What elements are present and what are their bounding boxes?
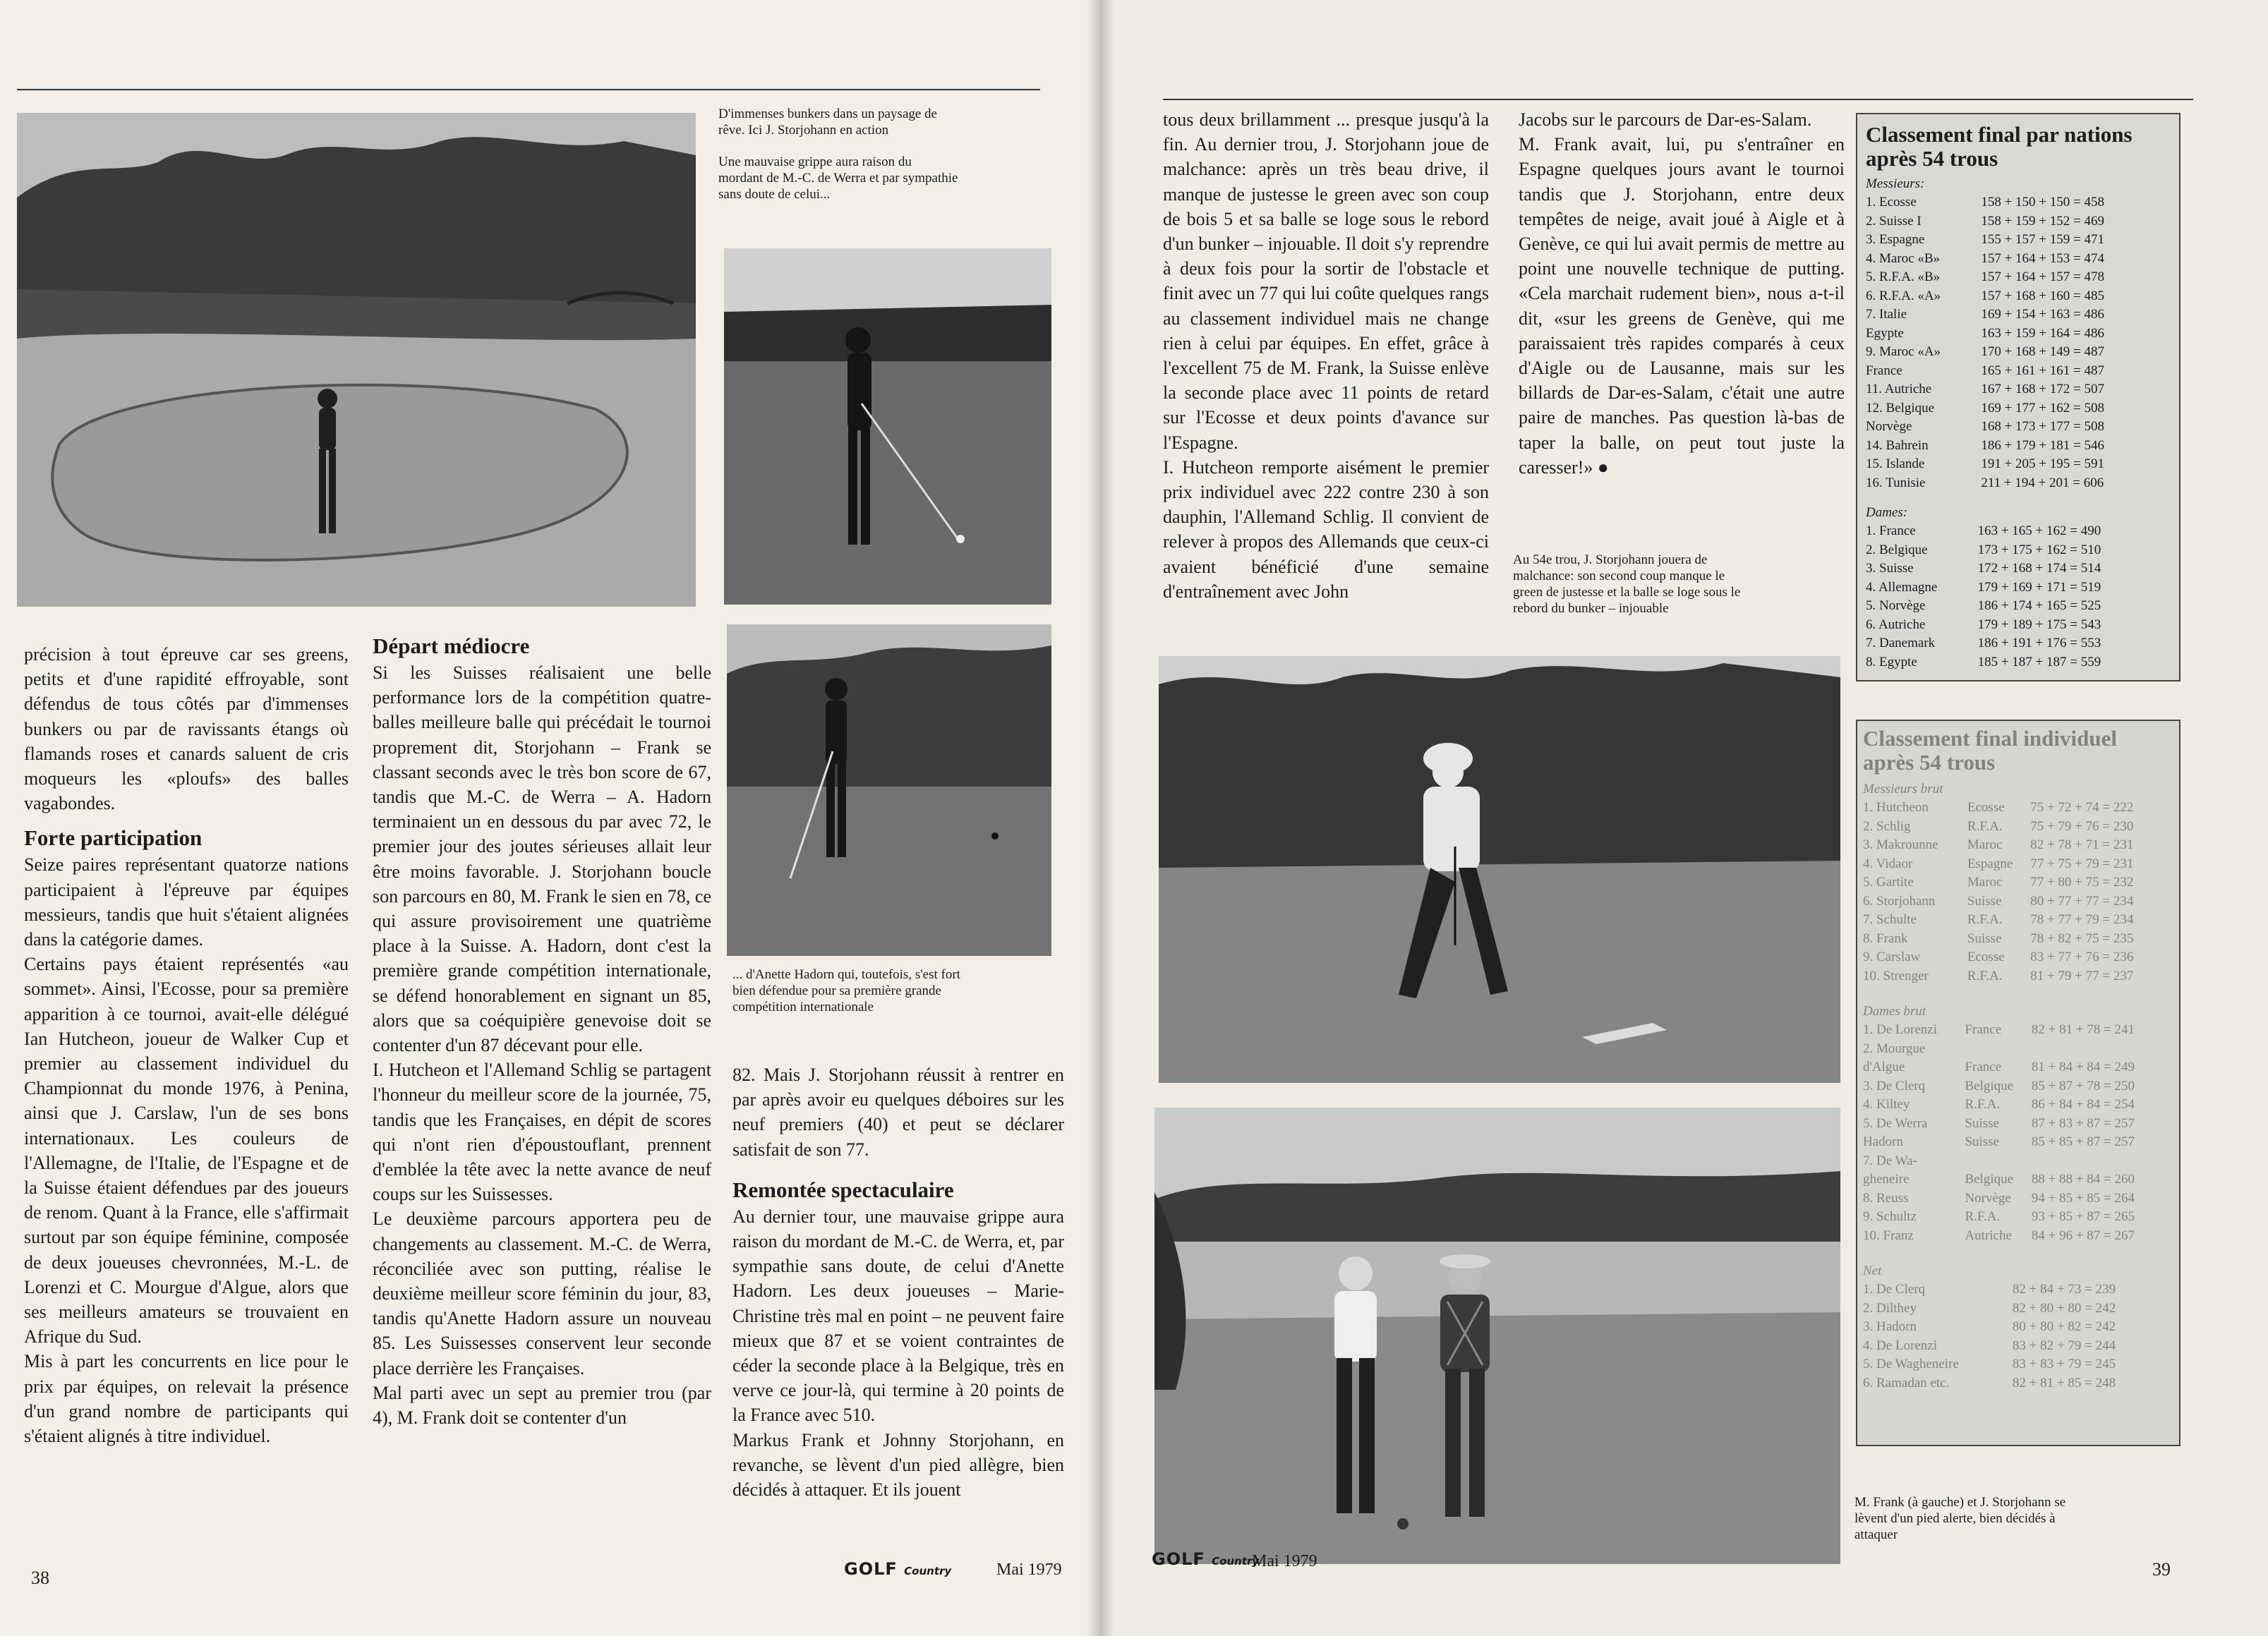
table-row [1866,193,2171,212]
cell-score: 157 + 168 + 160 = 485 [1981,288,2104,303]
cell-score: 155 + 157 + 159 = 471 [1981,232,2104,247]
table-row [1866,268,2171,287]
left-col-2 [373,634,711,1430]
cell-rank: 7. Italie [1866,307,1907,322]
top-rule-right [1163,99,2193,100]
cell-score: 173 + 175 + 162 = 510 [1977,542,2101,557]
captions-top [718,106,958,218]
logo-golf-country-right [1152,1549,1259,1569]
cell-rank: 1. France [1866,523,1916,538]
caption-grippe: Une mauvaise grippe aura raison du mordant de M.-C. de Werra et par sympathie sans doute de celui... [718,154,958,202]
cell-score: 158 + 159 + 152 = 469 [1981,213,2104,229]
cell-rank: 7. Danemark [1866,636,1936,650]
table-row [1866,474,2171,493]
logo-golf-text-right: GOLF [1152,1549,1205,1569]
table-row [1866,578,2171,598]
cell-score: 186 + 191 + 176 = 553 [1977,636,2101,650]
caption-54e-trou: Au 54e trou, J. Storjohann jouera de malchance: son second coup manque le green de justesse et la balle se loge sous le rebord du bunker – injouable [1513,552,1741,616]
table-row [1866,231,2171,250]
photo-tee-hadorn [727,624,1051,956]
heading-depart-mediocre: Départ médiocre [373,634,530,658]
cell-rank: 4. Allemagne [1866,579,1938,595]
folio-right: 39 [2152,1559,2171,1580]
cell-score: 211 + 194 + 201 = 606 [1981,475,2104,490]
cell-rank: 4. Maroc «B» [1866,250,1941,266]
nations-women-table [1866,522,2171,672]
cell-rank: 8. Egypte [1866,654,1917,669]
table-row [1866,522,2171,541]
cell-score: 158 + 150 + 150 = 458 [1981,195,2104,210]
table-row [1866,399,2171,418]
colA-para-1: tous deux brillamment ... presque jusqu'à la fin. Au dernier trou, J. Storjohann joue de malchance: après un très beau drive, il manque de justesse le green avec son coup de bois 5 et sa balle se loge sous le rebord d'un bunker – injouable. Il doit s'y reprendre à deux fois pour la sortir de l'obstacle et finit avec un 77 qui lui coûte quelques rangs au classement individuel mais ne change rien à celui par équipes. En effet, grâce à l'excellent 75 de M. Frank, la Suisse enlève la seconde place avec 11 points de retard sur l'Ecosse et deux points d'avance sur l'Espagne. [1163,109,1489,453]
table-row [1866,362,2171,381]
table-row [1866,305,2171,325]
cell-score: 157 + 164 + 153 = 474 [1981,250,2104,266]
heading-remontee: Remontée spectaculaire [732,1177,954,1202]
table-row [1866,418,2171,437]
cell-rank: 12. Belgique [1866,400,1935,416]
cell-rank: 5. Norvège [1866,598,1926,613]
cell-score: 186 + 179 + 181 = 546 [1981,437,2104,453]
left-col-1 [24,642,349,1448]
cell-score: 168 + 173 + 177 = 508 [1981,419,2104,434]
cell-score: 157 + 164 + 157 = 478 [1981,269,2104,284]
left-col-3 [732,1062,1064,1502]
table-row [1866,380,2171,399]
col2-para-2: I. Hutcheon et l'Allemand Schlig se partagent l'honneur du meilleur score de la journée, 75, tandis que les Françaises, en dépit de scores qui n'ont rien d'époustouflant, prennent d'emblée la tête avec la nette avance de neuf coups sur les Suissesses. [373,1060,711,1205]
cell-rank: 5. R.F.A. «B» [1866,269,1941,284]
cell-score: 179 + 189 + 175 = 543 [1977,617,2101,632]
nations-women-label: Dames: [1866,505,1908,520]
cell-rank: 11. Autriche [1866,382,1932,396]
colB-para-1: Jacobs sur le parcours de Dar-es-Salam. [1519,109,1812,130]
cell-rank: 6. R.F.A. «A» [1866,288,1941,303]
table-row [1866,287,2171,306]
cell-score: 191 + 205 + 195 = 591 [1981,456,2104,471]
cell-rank: 1. Ecosse [1866,195,1917,210]
table-row [1866,343,2171,362]
caption-bunker: D'immenses bunkers dans un paysage de rêve. Ici J. Storjohann en action [718,107,937,138]
photo-tee-werra [724,248,1051,605]
table-row [1866,437,2171,456]
footer-date-right: Mai 1979 [1252,1552,1317,1570]
cell-rank: France [1866,363,1902,378]
table-row [1866,616,2171,635]
cell-rank: Egypte [1866,325,1904,341]
logo-country-text: Country [904,1565,952,1577]
right-col-b [1519,107,1845,480]
cell-rank: 2. Suisse I [1866,213,1922,229]
cell-rank: 16. Tunisie [1866,475,1926,490]
cell-score: 167 + 168 + 172 = 507 [1981,382,2104,396]
cell-rank: 3. Espagne [1866,232,1925,247]
table-row [1866,634,2171,653]
table-row [1866,455,2171,474]
logo-golf-text: GOLF [844,1559,898,1579]
colA-para-2: I. Hutcheon remporte aisément le premier prix individuel avec 222 contre 230 à son dauphin, l'Allemand Schlig. Il convient de relever à propos des Allemands que ceux-ci avaient bénéficié d'une semaine d'entraînement avec John [1163,456,1489,602]
table-row [1866,212,2171,231]
cell-score: 169 + 154 + 163 = 486 [1981,307,2104,322]
table-row [1866,597,2171,616]
caption-hadorn: ... d'Anette Hadorn qui, toutefois, s'est fort bien défendue pour sa première grande compétition internationale [732,967,960,1014]
cell-score: 163 + 165 + 162 = 490 [1977,523,2101,538]
cell-score: 179 + 169 + 171 = 519 [1977,579,2101,595]
table-row [1866,653,2171,672]
heading-forte-participation: Forte participation [24,825,203,851]
nations-men-table [1866,193,2171,492]
cell-rank: 6. Autriche [1866,617,1926,632]
right-col-a [1163,107,1489,604]
cell-rank: Norvège [1866,419,1912,434]
cell-score: 186 + 174 + 165 = 525 [1977,598,2101,613]
cell-rank: 2. Belgique [1866,542,1928,557]
logo-golf-country-left [844,1559,951,1579]
col1-para-2: Certains pays étaient représentés «au sommet». Ainsi, l'Ecosse, pour sa première apparition à ce tournoi, avait-elle délégué Ian Hutcheon, joueur de Walker Cup et premier au classement individuel du Championnat du monde 1976, à Penina, ainsi que J. Carslaw, l'un de ses bons internationaux. Les couleurs de l'Allemagne, de l'Italie, de l'Espagne et de la Suisse étaient défendues par des joueurs de renom. Quant à la France, elle s'affirmait surtout par son équipe féminine, composée de deux joueuses chevronnées, M.-L. de Lorenzi et C. Mourgue d'Algue, alors que ses meilleurs amateurs se trouvaient en Afrique du Sud. [24,954,349,1347]
individual-box-border [1856,720,2180,1446]
table-row [1866,559,2171,578]
cell-score: 172 + 168 + 174 = 514 [1977,561,2101,576]
col1-para-1: Seize paires représentant quatorze nations participaient à l'épreuve par équipes messieurs, tandis que huit s'étaient alignées dans la catégorie dames. [24,854,349,950]
page-gutter [1087,0,1115,1636]
cell-score: 169 + 177 + 162 = 508 [1981,400,2104,416]
col2-para-4: Mal parti avec un sept au premier trou (par 4), M. Frank doit se contenter d'un [373,1382,711,1429]
nations-box-title: Classement final par nations après 54 trous [1866,122,2133,171]
top-rule-left [17,89,1040,90]
cell-score: 165 + 161 + 161 = 487 [1981,363,2104,378]
col1-para-3: Mis à part les concurrents en lice pour le prix par équipes, on relevait la présence d'un grand nombre de participants qui s'étaient alignés à titre individuel. [24,1351,349,1447]
col3-para-1: Au dernier tour, une mauvaise grippe aura raison du mordant de M.-C. de Werra, et, par sympathie sans doute, de celui d'Anette Hadorn. Les deux joueuses – Marie-Christine très mal en point – ne peuvent faire mieux que 87 et se voient contraintes de céder la seconde place à la Belgique, très en verve ce jour-là, qui termine à 20 points de la France avec 510. [732,1206,1064,1426]
caption-frank-storjohann: M. Frank (à gauche) et J. Storjohann se lèvent d'un pied alerte, bien décidés à attaquer [1854,1495,2066,1542]
cell-rank: 9. Maroc «A» [1866,344,1941,359]
col2-para-3: Le deuxième parcours apportera peu de changements au classement. M.-C. de Werra, réconciliée avec son putting, réalise le deuxième meilleur score féminin du jour, 83, tandis qu'Anette Hadorn assure un nouveau 85. Les Suissesses conservent leur seconde place derrière les Françaises. [373,1208,711,1379]
photo-bunker-shot [17,113,696,607]
cell-score: 185 + 187 + 187 = 559 [1977,654,2101,669]
col2-para-1: Si les Suisses réalisaient une belle performance lors de la compétition quatre-balles meilleure balle qui précédait le tournoi proprement dit, Storjohann – Frank se classant seconds avec le très bon score de 67, tandis que M.-C. de Werra – A. Hadorn terminaient un en dessous du par avec 72, le premier jour des joutes sérieuses allait leur être moins favorable. J. Storjohann boucle son parcours en 80, M. Frank le sien en 78, ce qui assure provisoirement une quatrième place à la Suisse. A. Hadorn, dont c'est la première grande compétition internationale, se défend honorablement en signant un 85, alors que sa coéquipière genevoise doit se contenter d'un 87 décevant pour elle. [373,662,711,1056]
cell-score: 170 + 168 + 149 = 487 [1981,344,2104,359]
photo-swing-storjohann [1159,656,1840,1083]
col3-intro: 82. Mais J. Storjohann réussit à rentrer en par après avoir eu quelques déboires sur les neuf premiers (40) et peut se déclarer satisfait de son 77. [732,1065,1064,1160]
colB-para-2: M. Frank avait, lui, pu s'entraîner en Espagne quelques jours avant le tournoi tandis que J. Storjohann, entre deux tempêtes de neige, avait joué à Aigle et à Genève, ce qui lui avait permis de mettre au point une nouvelle technique de putting. «Cela marchait rudement bien», nous a-t-il dit, «sur les greens de Genève, qui me paraissaient très rapides comparés à ceux d'Aigle ou de Lausanne, mais sur les billards de Dar-es-Salam, c'était une autre paire de manches. Pas question là-bas de taper la balle, on peut tout juste la caresser!» ● [1519,134,1845,478]
folio-left: 38 [31,1568,49,1588]
cell-score: 163 + 159 + 164 = 486 [1981,325,2104,341]
footer-date-left: Mai 1979 [996,1561,1062,1579]
nations-men-label: Messieurs: [1866,176,1925,191]
table-row [1866,250,2171,269]
col3-para-2: Markus Frank et Johnny Storjohann, en revanche, se lèvent d'un pied allègre, bien décidés à attaquer. Et ils jouent [732,1429,1064,1501]
col1-intro: précision à tout épreuve car ses greens, petits et d'une rapidité effroyable, sont défendus de tous côtés par d'immenses bunkers ou par de ravissants étangs où flamands roses et canards saluent de cris moqueurs les «ploufs» des balles vagabondes. [24,644,349,814]
photo-frank-storjohann [1154,1108,1840,1564]
logo-country-text-right: Country [1212,1555,1260,1568]
cell-rank: 15. Islande [1866,456,1925,471]
table-row [1866,541,2171,560]
nations-ranking-box [1856,113,2180,681]
cell-rank: 14. Bahrein [1866,437,1929,453]
cell-rank: 3. Suisse [1866,561,1914,576]
table-row [1866,325,2171,344]
